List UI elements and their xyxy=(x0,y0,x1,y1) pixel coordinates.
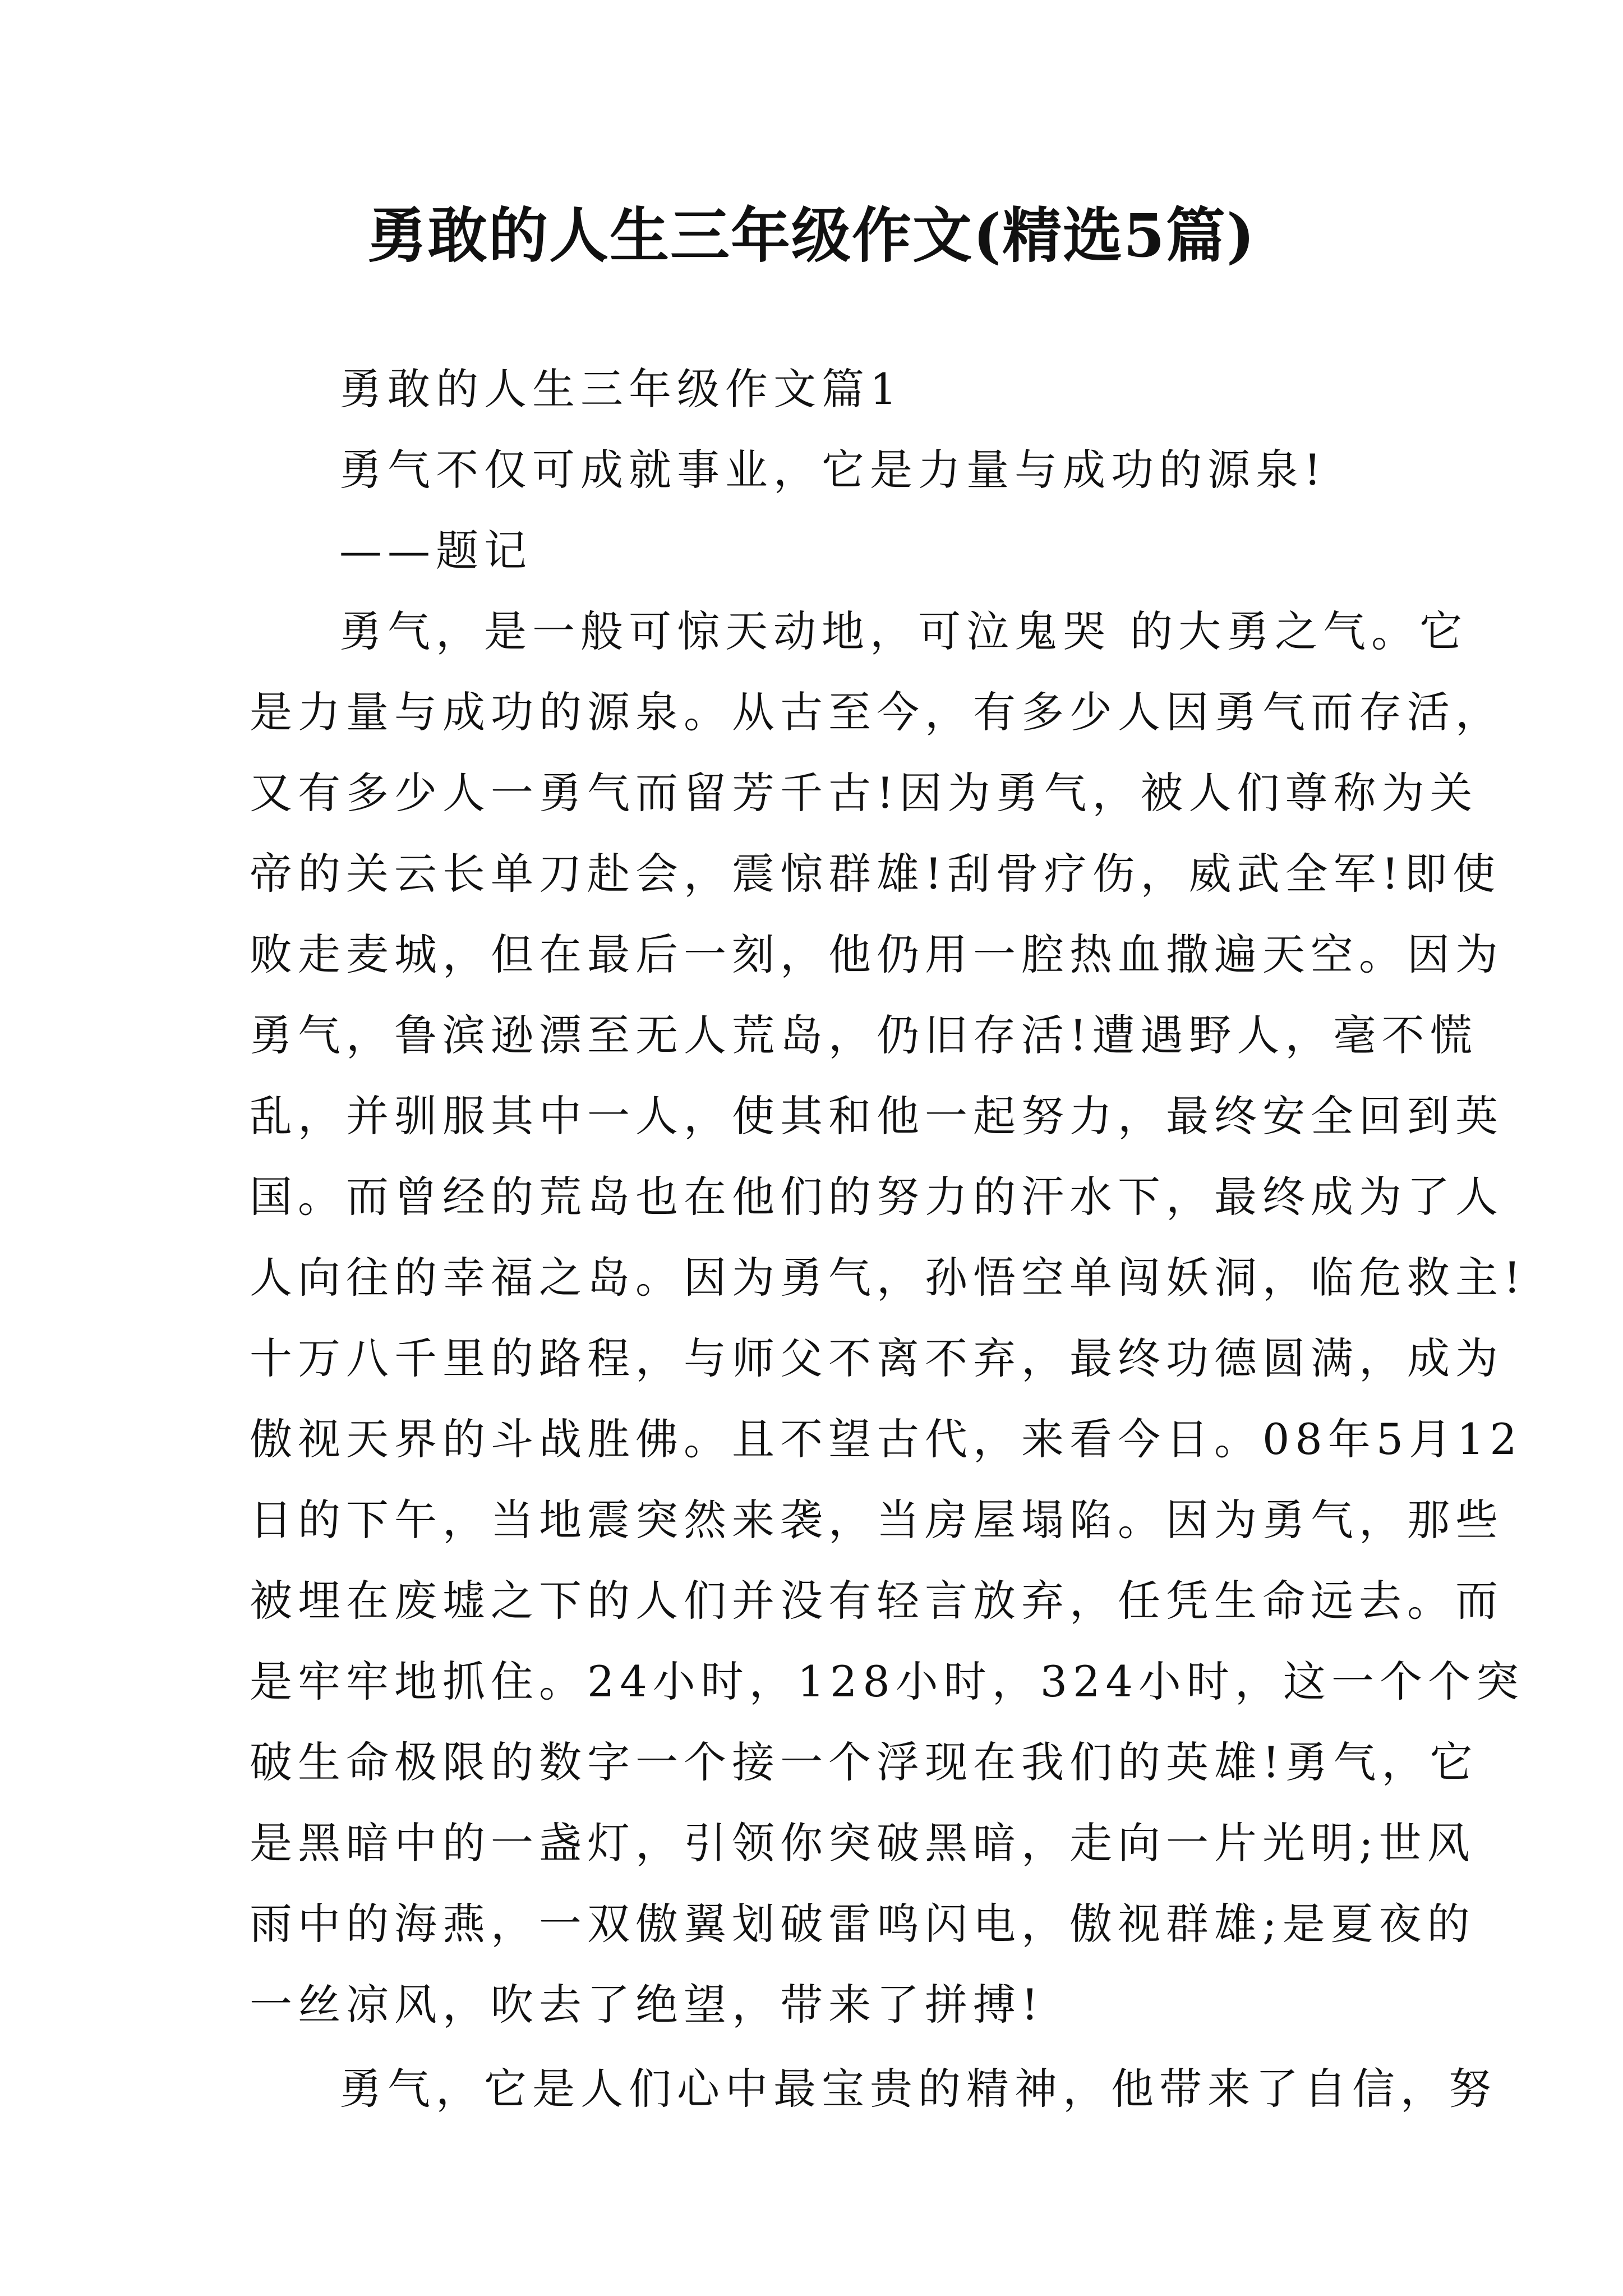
paragraph-line: 被埋在废墟之下的人们并没有轻言放弃，任凭生命远去。而 xyxy=(250,1576,1504,1626)
paragraph-line: 勇气，鲁滨逊漂至无人荒岛，仍旧存活!遭遇野人，毫不慌 xyxy=(250,1010,1478,1060)
epigraph-source: ——题记 xyxy=(339,526,532,576)
document-title: 勇敢的人生三年级作文(精选5篇) xyxy=(367,200,1256,270)
paragraph-line: 十万八千里的路程，与师父不离不弃，最终功德圆满，成为 xyxy=(250,1333,1504,1383)
paragraph-line: 又有多少人一勇气而留芳千古!因为勇气，被人们尊称为关 xyxy=(250,768,1478,818)
epigraph: 勇气不仅可成就事业，它是力量与成功的源泉! xyxy=(339,445,1327,495)
paragraph-line: 一丝凉风，吹去了绝望，带来了拼搏! xyxy=(250,1980,1044,2030)
paragraph-line: 是牢牢地抓住。24小时，128小时，324小时，这一个个突 xyxy=(250,1657,1524,1706)
document-body xyxy=(250,349,1527,2129)
paragraph-line: 人向往的幸福之岛。因为勇气，孙悟空单闯妖洞，临危救主! xyxy=(250,1253,1527,1303)
paragraph-line: 勇气，它是人们心中最宝贵的精神，他带来了自信，努 xyxy=(339,2064,1497,2114)
paragraph-2 xyxy=(250,2049,1497,2129)
section-heading: 勇敢的人生三年级作文篇1 xyxy=(339,364,903,414)
paragraph-line: 帝的关云长单刀赴会，震惊群雄!刮骨疗伤，威武全军!即使 xyxy=(250,849,1501,899)
paragraph-line: 乱，并驯服其中一人，使其和他一起努力，最终安全回到英 xyxy=(250,1091,1504,1141)
paragraph-line: 是黑暗中的一盏灯，引领你突破黑暗，走向一片光明;世风 xyxy=(250,1818,1476,1868)
paragraph-line: 日的下午，当地震突然来袭，当房屋塌陷。因为勇气，那些 xyxy=(250,1495,1504,1545)
paragraph-line: 是力量与成功的源泉。从古至今，有多少人因勇气而存活， xyxy=(250,687,1504,737)
paragraph-line: 败走麦城，但在最后一刻，他仍用一腔热血撒遍天空。因为 xyxy=(250,930,1504,979)
paragraph-line: 国。而曾经的荒岛也在他们的努力的汗水下，最终成为了人 xyxy=(250,1172,1504,1222)
paragraph-1 xyxy=(250,591,1527,2045)
paragraph-line: 傲视天界的斗战胜佛。且不望古代，来看今日。08年5月12 xyxy=(250,1414,1523,1464)
paragraph-line: 破生命极限的数字一个接一个浮现在我们的英雄!勇气，它 xyxy=(250,1737,1478,1787)
paragraph-line: 雨中的海燕，一双傲翼划破雷鸣闪电，傲视群雄;是夏夜的 xyxy=(250,1899,1476,1949)
paragraph-line: 勇气，是一般可惊天动地，可泣鬼哭 的大勇之气。它 xyxy=(339,606,1468,656)
